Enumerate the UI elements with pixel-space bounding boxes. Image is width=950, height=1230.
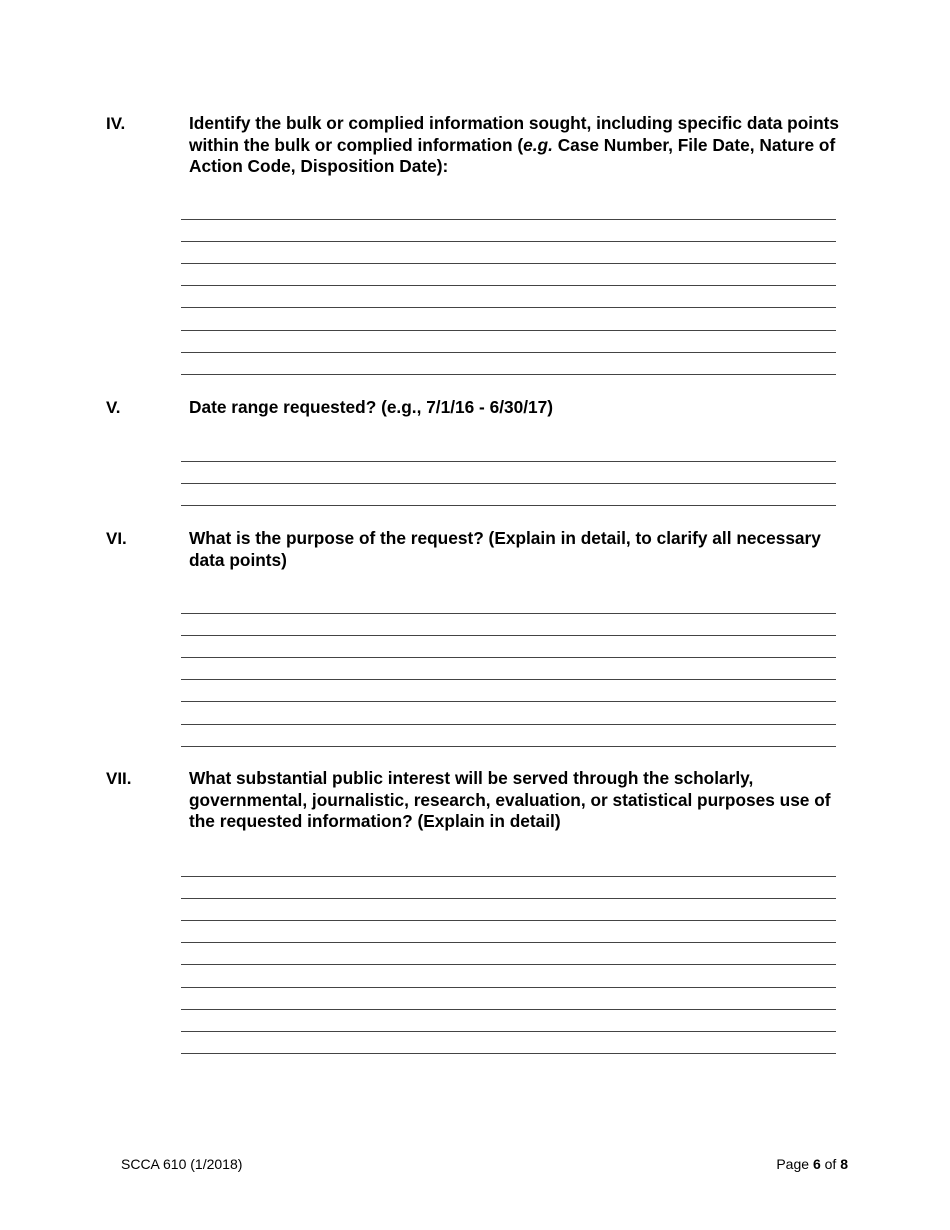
section-number: VII. <box>106 769 132 788</box>
answer-line[interactable] <box>181 241 836 242</box>
answer-line[interactable] <box>181 724 836 725</box>
answer-line[interactable] <box>181 1031 836 1032</box>
answer-line[interactable] <box>181 635 836 636</box>
answer-line[interactable] <box>181 679 836 680</box>
section-question: What is the purpose of the request? (Explain in detail, to clarify all necessary data points) <box>189 528 821 570</box>
answer-line[interactable] <box>181 1009 836 1010</box>
answer-line[interactable] <box>181 613 836 614</box>
answer-line[interactable] <box>181 876 836 877</box>
answer-line[interactable] <box>181 352 836 353</box>
answer-line[interactable] <box>181 307 836 308</box>
answer-line[interactable] <box>181 701 836 702</box>
answer-line[interactable] <box>181 898 836 899</box>
answer-line[interactable] <box>181 746 836 747</box>
answer-line[interactable] <box>181 483 836 484</box>
answer-line[interactable] <box>181 987 836 988</box>
answer-line[interactable] <box>181 657 836 658</box>
answer-line[interactable] <box>181 1053 836 1054</box>
answer-line[interactable] <box>181 964 836 965</box>
answer-line[interactable] <box>181 920 836 921</box>
form-id: SCCA 610 (1/2018) <box>121 1156 243 1172</box>
current-page: 6 <box>812 1156 821 1172</box>
answer-line[interactable] <box>181 461 836 462</box>
section-question: Identify the bulk or complied information sought, including specific data points within the bulk or complied information (e.g. Case Number, File Date, Nature of Action Code, Disposition Date): <box>189 113 839 176</box>
section-number: VI. <box>106 529 127 548</box>
answer-line[interactable] <box>181 285 836 286</box>
answer-line[interactable] <box>181 263 836 264</box>
page-number: Page 6 of 8 <box>776 1156 848 1172</box>
answer-line[interactable] <box>181 374 836 375</box>
total-pages: 8 <box>840 1156 848 1172</box>
answer-line[interactable] <box>181 330 836 331</box>
answer-line[interactable] <box>181 942 836 943</box>
answer-line[interactable] <box>181 505 836 506</box>
answer-line[interactable] <box>181 219 836 220</box>
section-number: V. <box>106 398 121 417</box>
section-number: IV. <box>106 114 126 133</box>
section-question: What substantial public interest will be served through the scholarly, governmental, journalistic, research, evaluation, or statistical purposes use of the requested information? (Explain in detail) <box>189 768 831 831</box>
section-question: Date range requested? (e.g., 7/1/16 - 6/30/17) <box>189 397 554 417</box>
